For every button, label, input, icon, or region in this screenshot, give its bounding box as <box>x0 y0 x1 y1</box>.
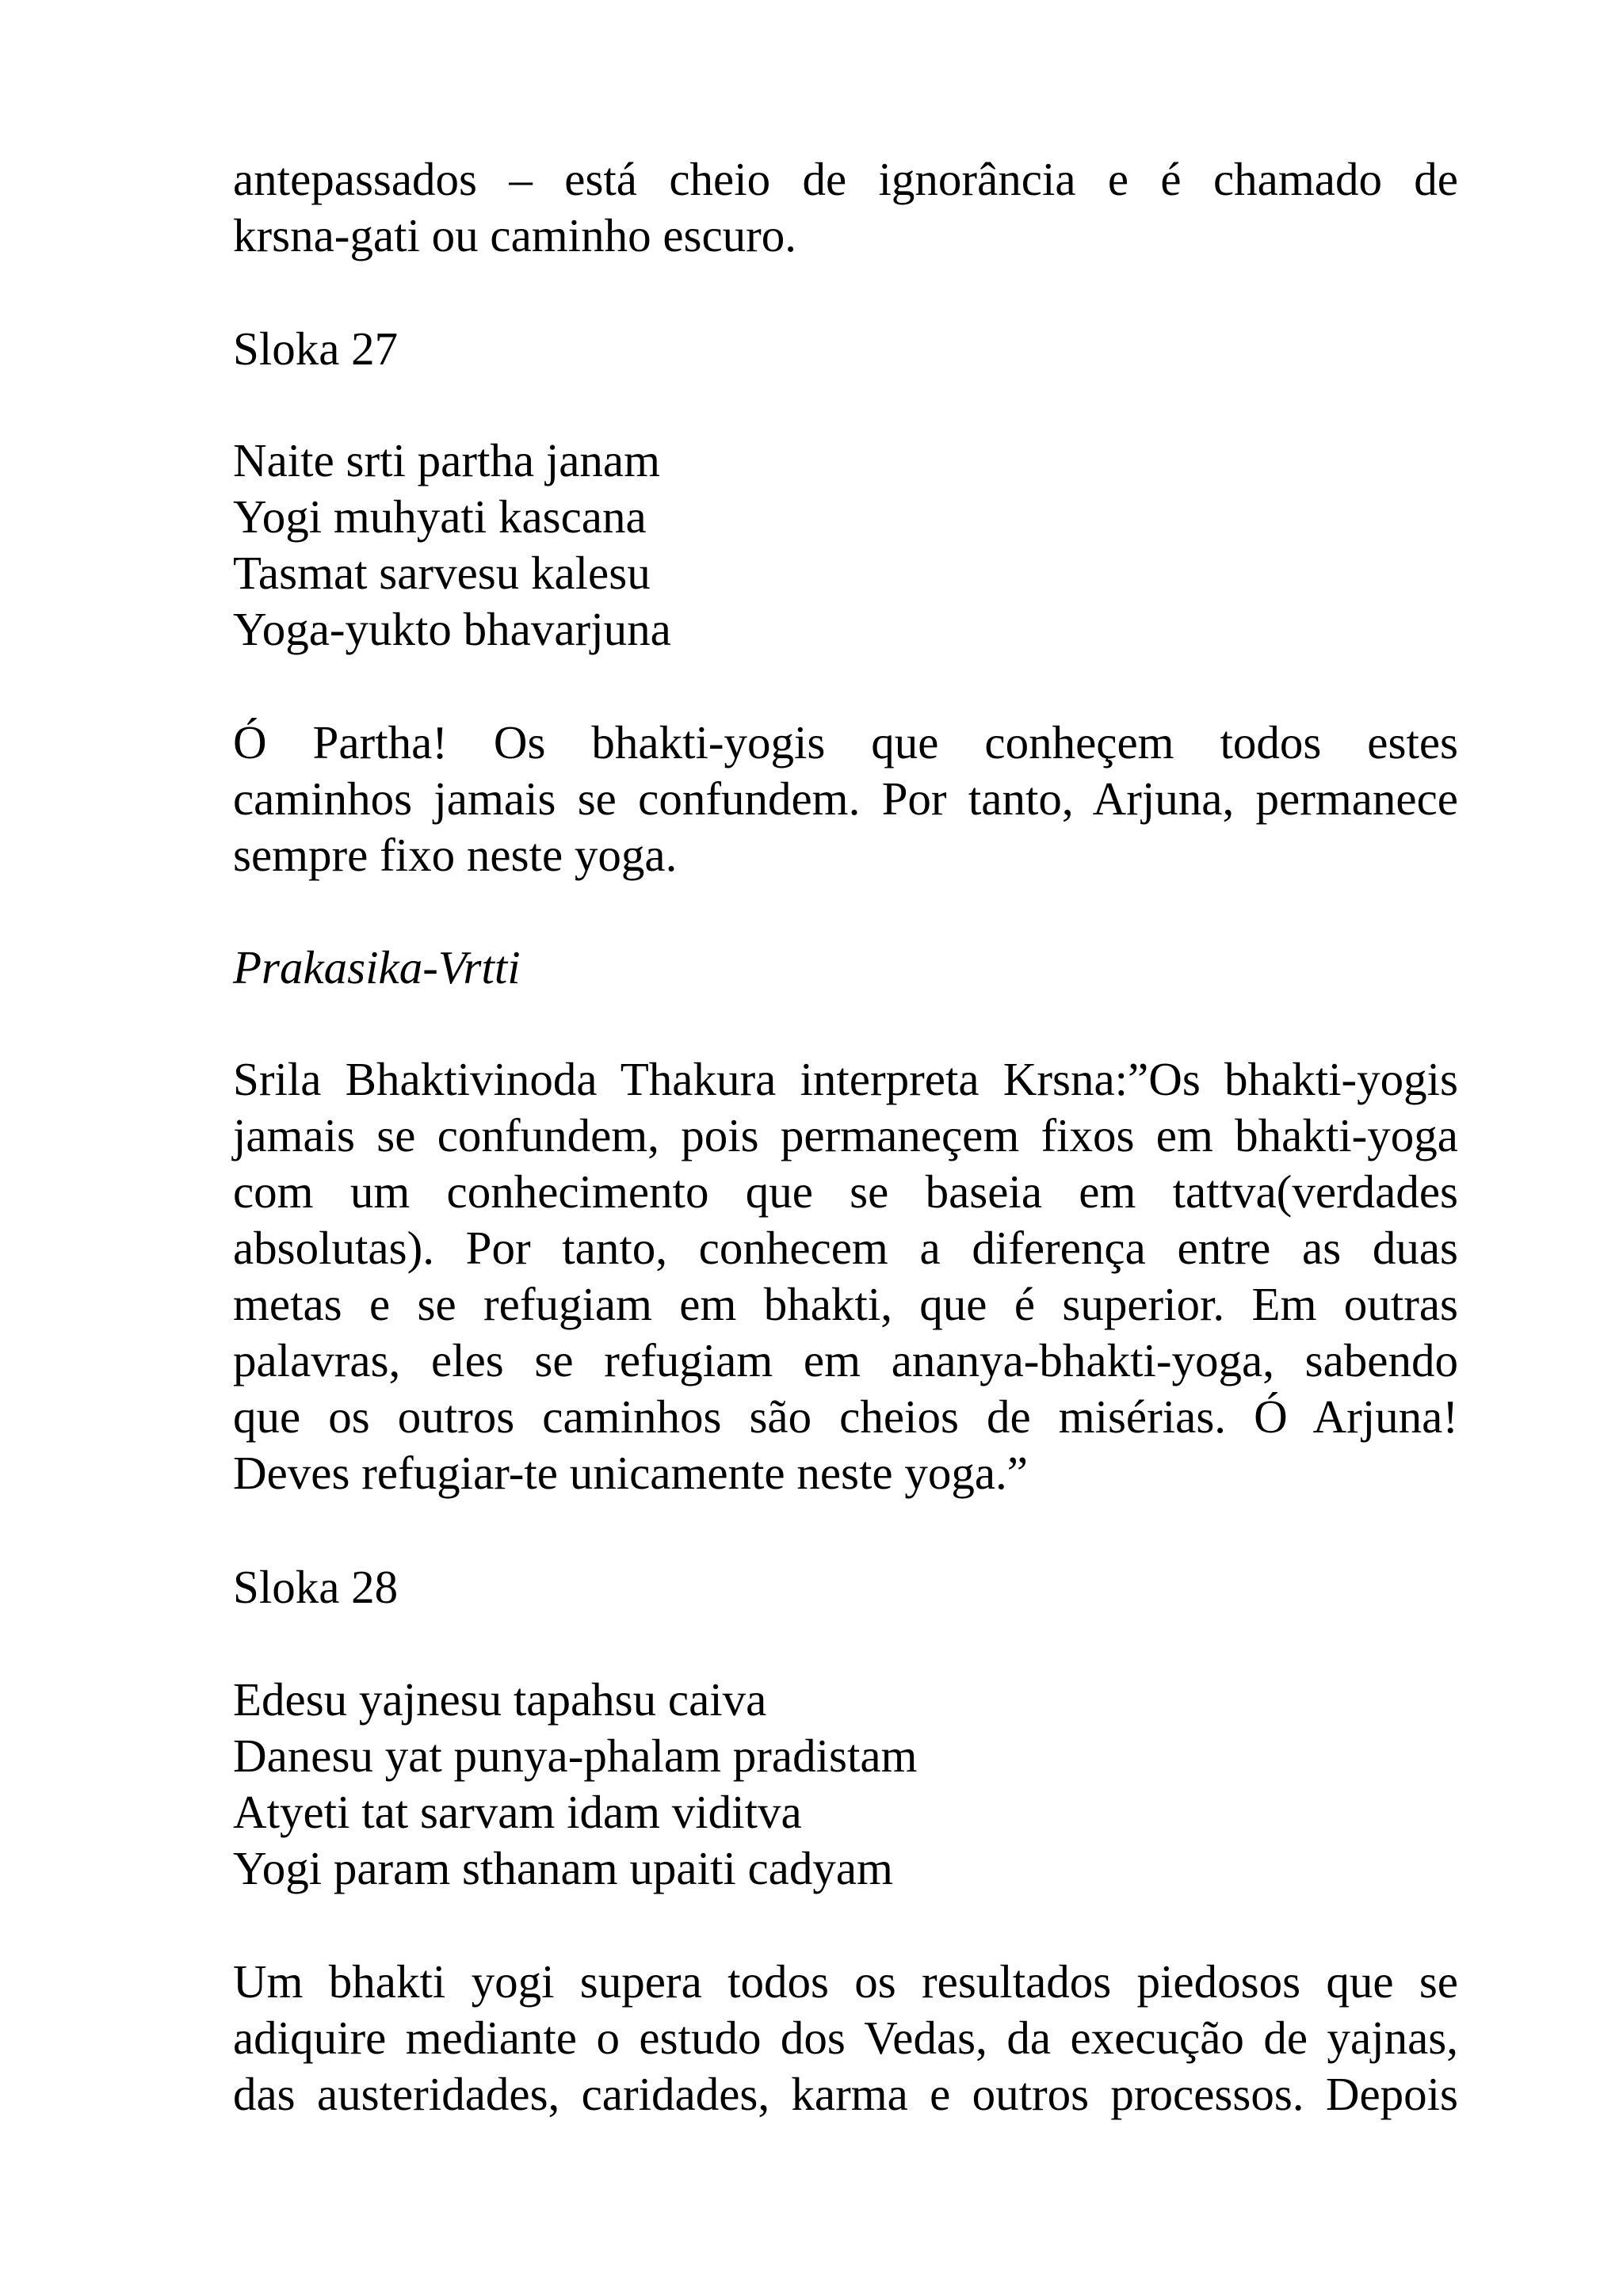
commentary-line: Deves refugiar-te unicamente neste yoga.” <box>233 1447 1028 1499</box>
commentary-line: que os outros caminhos são cheios de misérias. Ó Arjuna! <box>233 1390 1458 1443</box>
verse-line: Danesu yat punya-phalam pradistam <box>233 1730 918 1782</box>
verse-line: Atyeti tat sarvam idam viditva <box>233 1786 802 1838</box>
verse-line: Yogi param sthanam upaiti cadyam <box>233 1842 893 1894</box>
verse-line: Tasmat sarvesu kalesu <box>233 547 651 599</box>
paragraph-line: antepassados – está cheio de ignorância e é chamado de <box>233 153 1458 205</box>
verse-line: Yoga-yukto bhavarjuna <box>233 603 671 655</box>
commentary-line: metas e se refugiam em bhakti, que é superior. Em outras <box>233 1278 1458 1330</box>
sloka-heading-text: Sloka 27 <box>233 322 399 375</box>
sloka-27-verse <box>233 433 1458 658</box>
sloka-28-heading <box>233 1559 1458 1615</box>
translation-line: das austeridades, caridades, karma e outros processos. Depois <box>233 2068 1458 2120</box>
commentary-line: Srila Bhaktivinoda Thakura interpreta Krsna:”Os bhakti-yogis <box>233 1053 1458 1105</box>
commentary-line: jamais se confundem, pois permaneçem fixos em bhakti-yoga <box>233 1109 1458 1161</box>
paragraph-line: krsna-gati ou caminho escuro. <box>233 209 797 261</box>
commentary-heading <box>233 940 1458 996</box>
commentary-line: absolutas). Por tanto, conhecem a diferença entre as duas <box>233 1222 1458 1274</box>
verse-line: Naite srti partha janam <box>233 434 660 486</box>
translation-line: caminhos jamais se confundem. Por tanto, Arjuna, permanece <box>233 772 1458 825</box>
commentary-heading-text: Prakasika-Vrtti <box>233 941 521 994</box>
commentary-line: com um conhecimento que se baseia em tattva(verdades <box>233 1165 1458 1218</box>
sloka-heading-text: Sloka 28 <box>233 1561 399 1613</box>
sloka-27-translation <box>233 715 1458 883</box>
translation-line: Um bhakti yogi supera todos os resultados piedosos que se <box>233 1955 1458 2008</box>
sloka-28-verse <box>233 1672 1458 1897</box>
continuation-paragraph <box>233 151 1458 264</box>
commentary-line: palavras, eles se refugiam em ananya-bhakti-yoga, sabendo <box>233 1334 1458 1386</box>
commentary-paragraph <box>233 1051 1458 1501</box>
translation-line: adiquire mediante o estudo dos Vedas, da execução de yajnas, <box>233 2012 1458 2064</box>
verse-line: Yogi muhyati kascana <box>233 490 647 543</box>
translation-line: Ó Partha! Os bhakti-yogis que conheçem todos estes <box>233 716 1458 769</box>
sloka-28-translation <box>233 1954 1458 2122</box>
sloka-27-heading <box>233 321 1458 377</box>
translation-line: sempre fixo neste yoga. <box>233 829 678 881</box>
verse-line: Edesu yajnesu tapahsu caiva <box>233 1673 767 1726</box>
